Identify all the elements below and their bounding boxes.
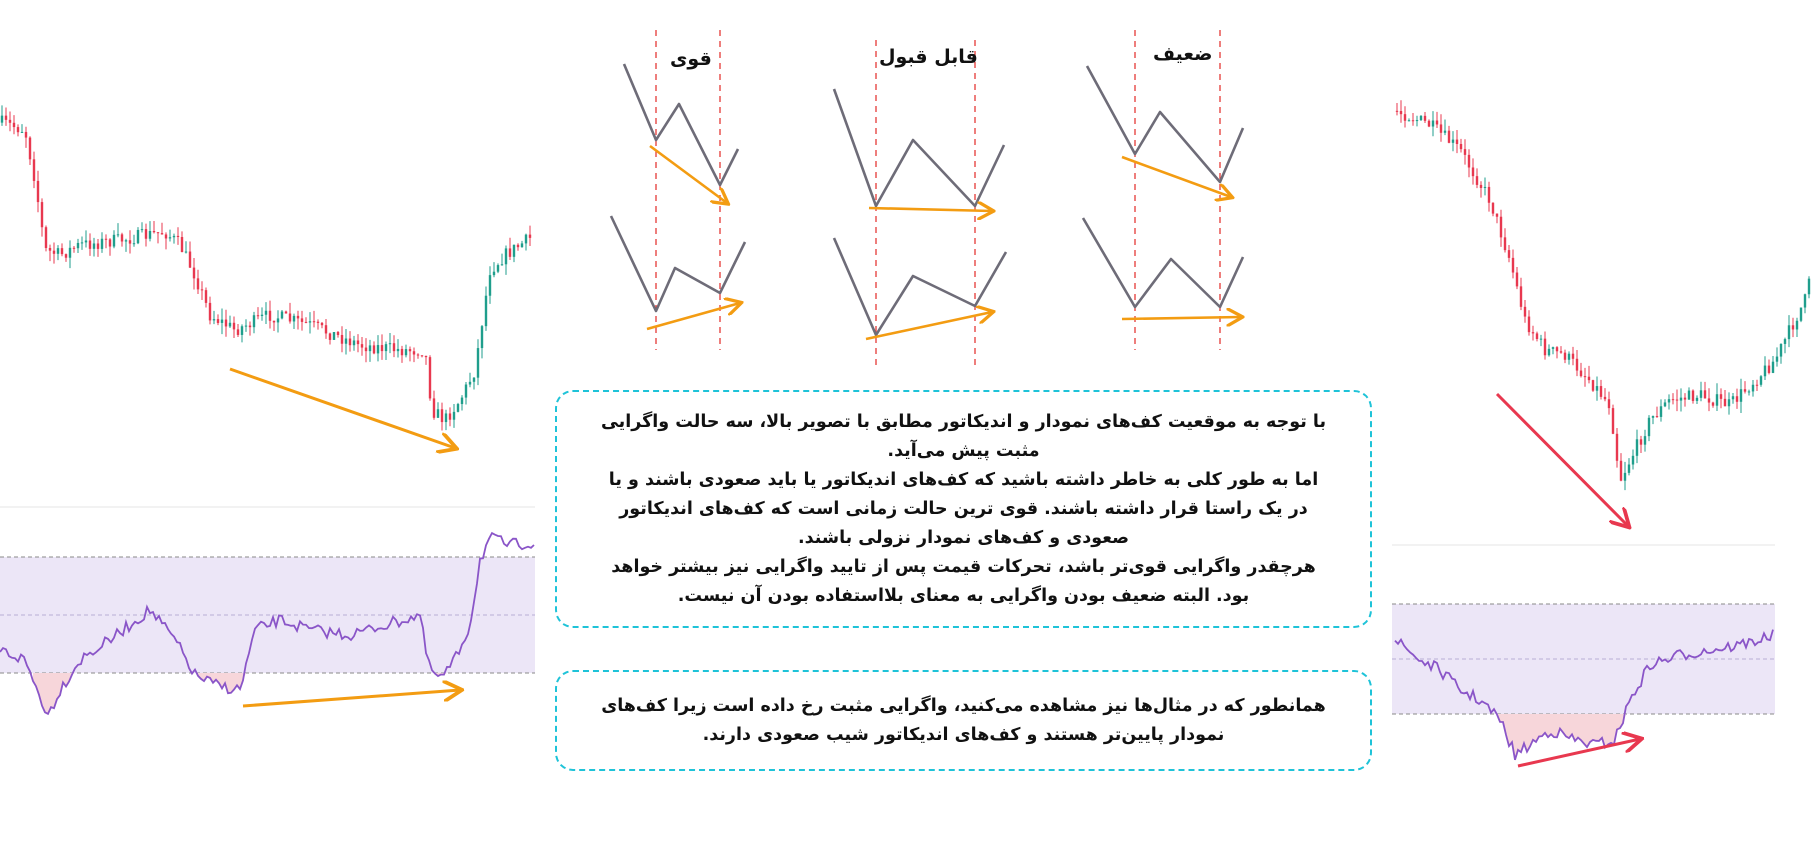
candle-body [465, 385, 467, 398]
candle-body [1528, 317, 1530, 333]
candle-body [85, 241, 87, 243]
candle-body [245, 326, 247, 327]
candle-body [1420, 116, 1422, 120]
candle-body [149, 231, 151, 239]
candle-body [1584, 376, 1586, 377]
candle-body [1508, 250, 1510, 258]
candle-body [1640, 439, 1642, 444]
candle-body [1412, 120, 1414, 121]
candle-body [481, 326, 483, 348]
candle-body [329, 333, 331, 339]
candle-body [217, 319, 219, 323]
candle-body [525, 235, 527, 244]
strong-price-zigzag [624, 64, 738, 185]
candle-body [1604, 397, 1606, 399]
candle-body [5, 116, 7, 120]
candle-body [1404, 114, 1406, 121]
explanation-paragraph-3: هرچقدر واگرایی قوی‌تر باشد، تحرکات قیمت پس از تایید واگرایی نیز بیشتر خواهد بود. البته ضعیف بودن واگرایی به معنای بلااستفاده بودن آن نیست. [611, 556, 1316, 606]
candle-body [337, 332, 339, 335]
candle-body [49, 248, 51, 251]
candle-body [1772, 362, 1774, 373]
candle-body [129, 240, 131, 243]
candle-body [409, 349, 411, 351]
candle-body [321, 323, 323, 325]
candle-body [309, 321, 311, 322]
candle-body [1612, 408, 1614, 434]
candle-body [1764, 366, 1766, 377]
explanation-paragraph-1: با توجه به موقعیت کف‌های نمودار و اندیکاتور مطابق با تصویر بالا، سه حالت واگرایی مثبت پیش می‌آید. [600, 411, 1327, 461]
candle-body [485, 296, 487, 326]
candle-body [445, 413, 447, 422]
candle-body [1704, 390, 1706, 398]
candle-body [1776, 357, 1778, 362]
candle-body [1464, 149, 1466, 155]
candle-body [1796, 321, 1798, 330]
candle-body [1484, 187, 1486, 188]
candle-body [1664, 402, 1666, 406]
candle-body [117, 234, 119, 235]
candle-body [361, 344, 363, 347]
acceptable-label: قابل قبول [879, 46, 978, 68]
candle-body [193, 268, 195, 279]
candle-body [357, 340, 359, 344]
candle-body [1728, 399, 1730, 406]
candle-body [137, 230, 139, 243]
candle-body [457, 404, 459, 412]
candle-body [1524, 307, 1526, 317]
candle-body [13, 123, 15, 127]
candle-body [473, 378, 475, 382]
candle-body [469, 382, 471, 385]
candle-body [281, 312, 283, 319]
candle-body [285, 312, 287, 314]
candle-body [1800, 308, 1802, 321]
candle-body [1756, 385, 1758, 386]
candle-body [1500, 217, 1502, 238]
candle-body [1504, 237, 1506, 250]
left-rsi-panel [0, 533, 535, 714]
candle-body [213, 319, 215, 320]
candle-body [1396, 111, 1398, 112]
candle-body [265, 311, 267, 315]
candle-body [1720, 394, 1722, 399]
candle-body [205, 290, 207, 303]
candle-body [405, 349, 407, 355]
candle-body [1488, 187, 1490, 203]
candle-body [1564, 353, 1566, 360]
weak-label: ضعیف [1153, 43, 1213, 65]
candle-body [433, 398, 435, 417]
candle-body [1400, 111, 1402, 114]
candle-body [1620, 461, 1622, 481]
candle-body [509, 248, 511, 256]
strong-label: قوی [670, 48, 712, 70]
candle-body [1768, 366, 1770, 373]
candle-body [521, 243, 523, 247]
candle-body [401, 349, 403, 355]
candle-body [345, 339, 347, 344]
candle-body [1592, 380, 1594, 391]
example-box [555, 670, 1372, 771]
candle-body [1672, 399, 1674, 400]
candle-body [1744, 389, 1746, 391]
candle-body [1444, 131, 1446, 133]
left-rsi-divergence-arrow [243, 690, 460, 706]
candle-body [165, 234, 167, 238]
candle-body [277, 318, 279, 322]
candle-body [353, 340, 355, 345]
candle-body [381, 345, 383, 351]
explanation-paragraph-2: اما به طور کلی به خاطر داشته باشید که کف‌های اندیکاتور یا باید صعودی باشند و یا در یک راستا قرار داشته باشند. قوی ترین حالت زمانی است که کف‌های اندیکاتور صعودی و کف‌های نمودار نزولی باشند. [608, 469, 1319, 548]
candle-body [1596, 386, 1598, 391]
acceptable-price-arrow [869, 208, 992, 211]
acceptable-indicator-arrow [866, 312, 992, 339]
candle-body [109, 239, 111, 246]
candle-body [1440, 124, 1442, 132]
candle-body [1576, 359, 1578, 371]
candle-body [1632, 456, 1634, 465]
candle-body [1740, 389, 1742, 402]
example-paragraph: همانطور که در مثال‌ها نیز مشاهده می‌کنید، واگرایی مثبت رخ داده است زیرا کف‌های نمودار پایین‌تر هستند و کف‌های اندیکاتور شیب صعودی دارند. [601, 695, 1326, 745]
candle-body [393, 343, 395, 351]
candle-body [1760, 376, 1762, 385]
candle-body [201, 289, 203, 290]
candle-body [377, 345, 379, 353]
candle-body [429, 357, 431, 398]
candle-body [1552, 347, 1554, 349]
candle-body [161, 233, 163, 234]
acceptable-price-zigzag [834, 89, 1004, 206]
left-rsi-oversold-fill [33, 673, 447, 714]
candle-body [1688, 391, 1690, 400]
candle-body [317, 322, 319, 323]
candle-body [69, 248, 71, 258]
right-price-chart [1396, 100, 1810, 526]
candle-body [101, 239, 103, 249]
strong-indicator-arrow [647, 303, 740, 329]
candle-body [185, 252, 187, 253]
candle-body [125, 240, 127, 241]
candle-body [489, 275, 491, 296]
candle-body [1572, 354, 1574, 359]
candle-body [505, 248, 507, 264]
candle-body [293, 316, 295, 322]
candle-body [9, 120, 11, 123]
candle-body [1660, 406, 1662, 417]
strong-indicator-zigzag [611, 216, 745, 311]
candle-body [189, 252, 191, 268]
candle-body [365, 348, 367, 352]
candle-body [121, 234, 123, 241]
candle-body [1516, 273, 1518, 287]
candle-body [257, 315, 259, 316]
candle-body [1676, 400, 1678, 401]
candle-body [1, 116, 3, 123]
candle-body [1408, 120, 1410, 121]
candle-body [61, 248, 63, 254]
candle-body [513, 245, 515, 257]
candle-body [273, 321, 275, 323]
candle-body [341, 335, 343, 344]
explanation-box [555, 390, 1372, 628]
candle-body [145, 229, 147, 239]
candle-body [1480, 185, 1482, 188]
candle-body [1468, 155, 1470, 168]
candle-body [77, 243, 79, 248]
candle-body [421, 355, 423, 356]
candle-body [141, 229, 143, 230]
candle-body [221, 320, 223, 323]
candle-body [1476, 176, 1478, 185]
candle-body [301, 318, 303, 322]
candle-body [57, 248, 59, 254]
candle-body [173, 236, 175, 237]
candle-body [373, 345, 375, 353]
candle-body [413, 351, 415, 354]
candle-body [1784, 339, 1786, 344]
candle-body [249, 326, 251, 328]
candle-body [89, 241, 91, 249]
candle-body [1700, 390, 1702, 398]
candle-body [1436, 121, 1438, 125]
candle-body [425, 356, 427, 357]
candle-body [453, 412, 455, 420]
candle-body [1432, 121, 1434, 127]
candle-body [289, 314, 291, 322]
candle-body [441, 409, 443, 422]
candle-body [1452, 140, 1454, 143]
candle-body [41, 202, 43, 227]
candle-body [1608, 399, 1610, 408]
candle-body [529, 235, 531, 238]
candle-body [1460, 144, 1462, 149]
candle-body [1568, 354, 1570, 360]
candle-body [325, 325, 327, 333]
candle-body [197, 278, 199, 289]
candle-body [105, 239, 107, 240]
candle-body [269, 311, 271, 321]
candle-body [1600, 386, 1602, 397]
candle-body [1472, 167, 1474, 176]
candle-body [253, 315, 255, 327]
candle-body [1616, 434, 1618, 461]
candle-body [177, 236, 179, 237]
candle-body [237, 329, 239, 335]
candle-body [1712, 403, 1714, 406]
candle-body [1692, 391, 1694, 401]
candle-body [53, 251, 55, 254]
candle-body [81, 242, 83, 243]
candle-body [349, 339, 351, 346]
candle-body [1560, 351, 1562, 352]
candle-body [1556, 347, 1558, 351]
candle-body [493, 272, 495, 275]
candle-body [389, 343, 391, 344]
candle-body [1696, 398, 1698, 401]
candle-body [497, 265, 499, 272]
candle-body [153, 231, 155, 232]
candle-body [29, 138, 31, 160]
left-price-chart [1, 105, 531, 448]
candle-body [385, 344, 387, 351]
candle-body [261, 315, 263, 316]
candle-body [169, 237, 171, 238]
candle-body [1580, 371, 1582, 377]
left-price-divergence-arrow [230, 369, 455, 448]
candle-body [369, 345, 371, 351]
candle-body [25, 132, 27, 138]
candle-body [1492, 203, 1494, 214]
candle-body [157, 232, 159, 233]
candle-body [1624, 473, 1626, 481]
candle-body [209, 303, 211, 321]
candle-body [501, 264, 503, 265]
candle-body [1732, 396, 1734, 399]
candle-body [417, 355, 419, 356]
candle-body [65, 254, 67, 258]
candle-body [1652, 416, 1654, 418]
candle-body [1780, 344, 1782, 357]
candle-body [1628, 465, 1630, 473]
candle-body [1532, 332, 1534, 333]
candle-body [1548, 349, 1550, 355]
candle-body [397, 349, 399, 351]
candle-body [1512, 258, 1514, 273]
candle-body [93, 243, 95, 248]
candle-body [1752, 385, 1754, 392]
candle-body [437, 409, 439, 418]
candle-body [233, 323, 235, 330]
weak-indicator-zigzag [1083, 218, 1243, 307]
right-price-divergence-arrow [1497, 394, 1628, 526]
candle-body [229, 323, 231, 327]
candle-body [1588, 377, 1590, 380]
candle-body [313, 321, 315, 322]
candle-body [37, 181, 39, 202]
candle-body [1736, 396, 1738, 402]
candle-body [1792, 325, 1794, 329]
candle-body [1680, 398, 1682, 401]
acceptable-indicator-zigzag [834, 238, 1006, 335]
candle-body [1668, 399, 1670, 402]
candle-body [45, 227, 47, 248]
candle-body [1656, 416, 1658, 417]
candle-body [225, 320, 227, 327]
candle-body [21, 132, 23, 133]
candle-body [517, 245, 519, 247]
candle-body [133, 243, 135, 244]
right-candles [1396, 100, 1810, 490]
candle-body [97, 243, 99, 248]
candle-body [1536, 333, 1538, 339]
candle-body [73, 248, 75, 249]
candle-body [181, 237, 183, 252]
weak-indicator-arrow [1122, 317, 1241, 319]
candle-body [461, 398, 463, 404]
candle-body [297, 316, 299, 319]
candle-body [1716, 394, 1718, 405]
candle-body [1804, 294, 1806, 307]
candle-body [1684, 398, 1686, 400]
candle-body [449, 413, 451, 419]
candle-body [305, 322, 307, 323]
candle-body [477, 348, 479, 378]
candle-body [1456, 140, 1458, 144]
candle-body [1644, 436, 1646, 445]
candle-body [333, 332, 335, 340]
candle-body [1808, 279, 1810, 295]
candle-body [1708, 398, 1710, 402]
candle-body [33, 159, 35, 181]
candle-body [1448, 131, 1450, 143]
candle-body [1520, 286, 1522, 306]
candle-body [1496, 214, 1498, 217]
candle-body [1428, 121, 1430, 127]
divergence-patterns [611, 30, 1243, 370]
candle-body [17, 127, 19, 132]
candle-body [1416, 120, 1418, 121]
candle-body [1648, 418, 1650, 436]
candle-body [1424, 116, 1426, 121]
candle-body [1636, 439, 1638, 456]
candle-body [1748, 391, 1750, 392]
candle-body [1724, 399, 1726, 406]
candle-body [241, 326, 243, 335]
candle-body [113, 235, 115, 247]
candle-body [1544, 339, 1546, 356]
candle-body [1540, 339, 1542, 340]
candle-body [1788, 325, 1790, 339]
right-rsi-panel [1392, 604, 1775, 766]
